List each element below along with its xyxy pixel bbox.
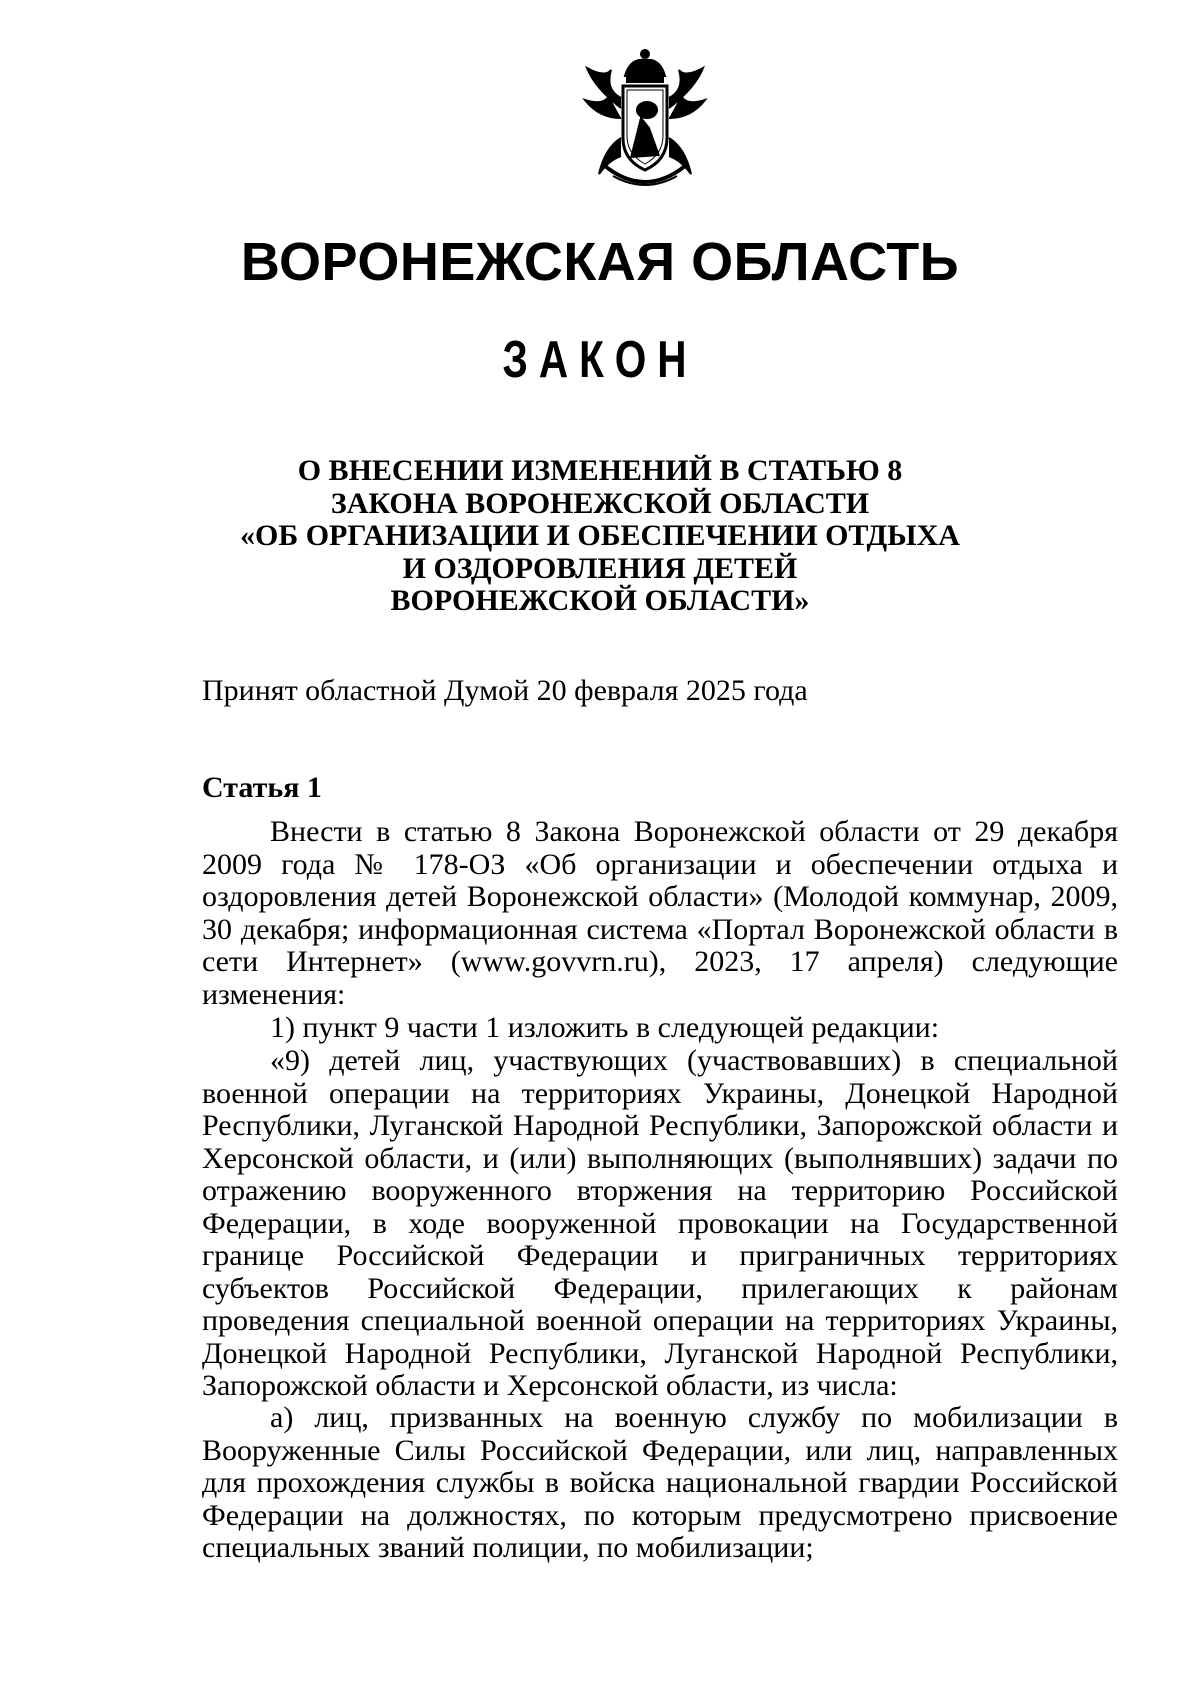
law-title-line: И ОЗДОРОВЛЕНИЯ ДЕТЕЙ: [402, 551, 798, 585]
article-paragraph: Внести в статью 8 Закона Воронежской области от 29 декабря 2009 года № 178-ОЗ «Об организации и обеспечении отдыха и оздоровления детей Воронежской области» (Молодой коммунар, 2009, 30 декабря; информационная система «Портал Воронежской области в сети Интернет» (www.govvrn.ru), 2023, 17 апреля) следующие изменения:: [202, 815, 1118, 1011]
article-paragraph: «9) детей лиц, участвующих (участвовавших) в специальной военной операции на территориях Украины, Донецкой Народной Республики, Луганской Народной Республики, Запорожской области и Херсонской области, и (или) выполняющих (выполнявших) задачи по отражению вооруженного вторжения на территорию Российской Федерации, в ходе вооруженной провокации на Государственной границе Российской Федерации и приграничных территориях субъектов Российской Федерации, прилегающих к районам проведения специальной военной операции на территориях Украины, Донецкой Народной Республики, Луганской Народной Республики, Запорожской области и Херсонской области, из числа:: [202, 1044, 1118, 1402]
law-title: [0, 455, 1200, 618]
law-title-line: ВОРОНЕЖСКОЙ ОБЛАСТИ»: [390, 584, 810, 617]
law-title-line: «ОБ ОРГАНИЗАЦИИ И ОБЕСПЕЧЕНИИ ОТДЫХА: [240, 519, 960, 552]
article-paragraph: 1) пункт 9 части 1 изложить в следующей редакции:: [270, 1011, 940, 1044]
adoption-date: Принят областной Думой 20 февраля 2025 года: [202, 674, 808, 707]
document-type: ЗАКОН: [502, 331, 698, 389]
article-heading: Статья 1: [202, 771, 322, 804]
law-title-line: ЗАКОНА ВОРОНЕЖСКОЙ ОБЛАСТИ: [330, 486, 870, 520]
article-paragraph: а) лиц, призванных на военную службу по мобилизации в Вооруженные Силы Российской Федерации, или лиц, направленных для прохождения службы в войска национальной гвардии Российской Федерации на должностях, по которым предусмотрено присвоение специальных званий полиции, по мобилизации;: [202, 1401, 1118, 1564]
law-title-line: О ВНЕСЕНИИ ИЗМЕНЕНИЙ В СТАТЬЮ 8: [297, 454, 903, 487]
coat-of-arms-icon: [565, 48, 725, 198]
region-title: ВОРОНЕЖСКАЯ ОБЛАСТЬ: [240, 232, 960, 292]
